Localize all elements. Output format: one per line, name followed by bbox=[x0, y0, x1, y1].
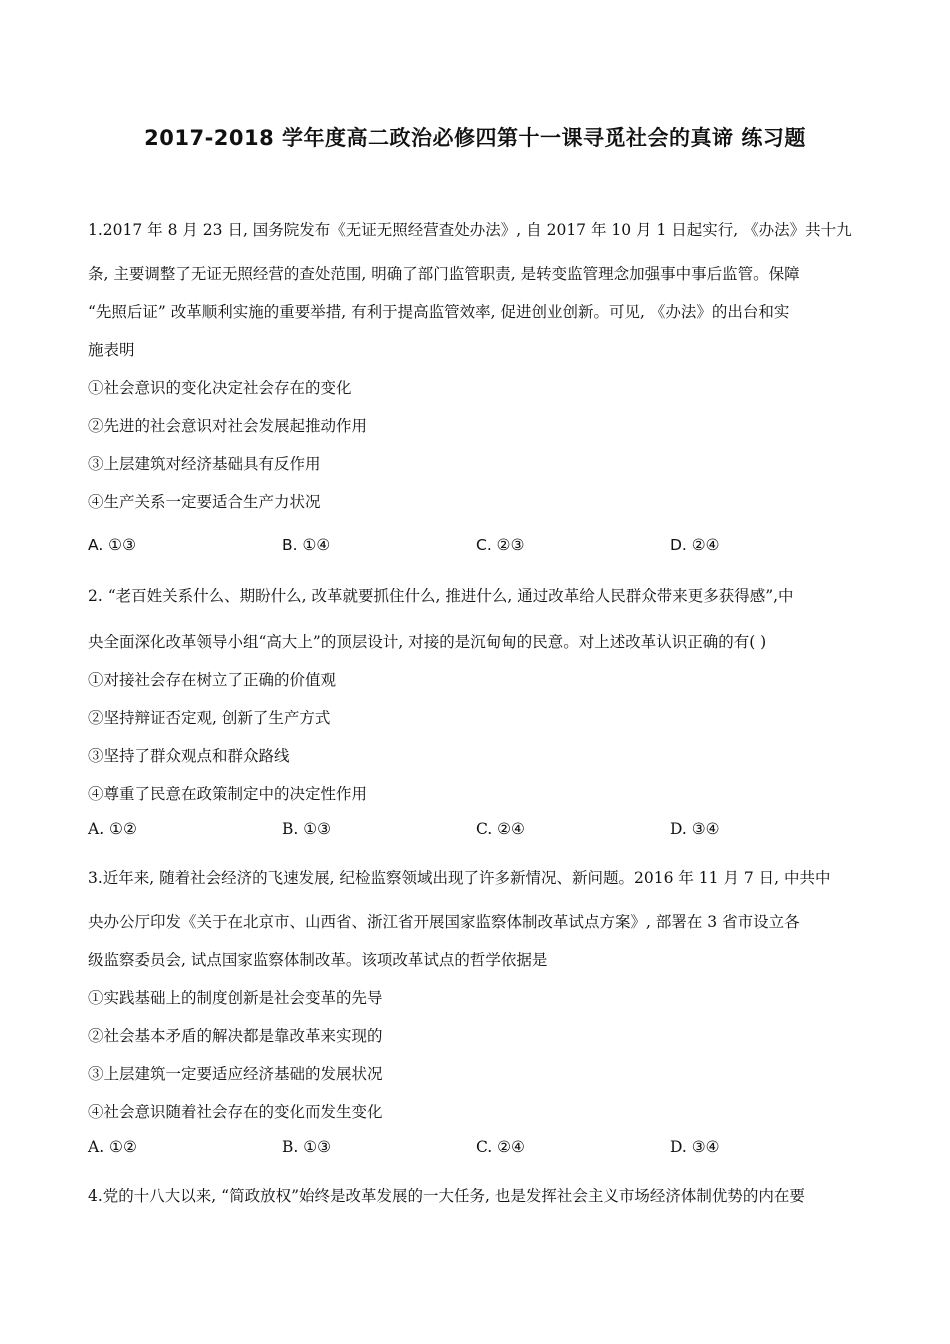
question-2-option-c: C. ②④ bbox=[476, 820, 525, 838]
question-3-line-3: 级监察委员会, 试点国家监察体制改革。该项改革试点的哲学依据是 bbox=[88, 951, 548, 969]
question-3-option-b: B. ①③ bbox=[282, 1138, 332, 1156]
question-1-option-a: A. ①③ bbox=[88, 536, 136, 554]
page-title: 2017-2018 学年度高二政治必修四第十一课寻觅社会的真谛 练习题 bbox=[144, 126, 806, 150]
question-2-option-d: D. ③④ bbox=[670, 820, 720, 838]
question-1-line-4: 施表明 bbox=[88, 341, 135, 359]
question-1-option-c: C. ②③ bbox=[476, 536, 525, 554]
question-2-line-2: 央全面深化改革领导小组“高大上”的顶层设计, 对接的是沉甸甸的民意。对上述改革认识正确的有( ) bbox=[88, 633, 767, 651]
question-1-line-3: “先照后证” 改革顺利实施的重要举措, 有利于提高监管效率, 促进创业创新。可见, 《办法》的出台和实 bbox=[88, 303, 790, 321]
question-2-item-4: ④尊重了民意在政策制定中的决定性作用 bbox=[88, 785, 368, 803]
question-1-item-4: ④生产关系一定要适合生产力状况 bbox=[88, 493, 321, 511]
question-1-line-1: 1.2017 年 8 月 23 日, 国务院发布《无证无照经营查处办法》, 自 2017 年 10 月 1 日起实行, 《办法》共十九 bbox=[88, 221, 852, 239]
question-3-line-2: 央办公厅印发《关于在北京市、山西省、浙江省开展国家监察体制改革试点方案》, 部署在 3 省市设立各 bbox=[88, 913, 800, 931]
question-3-line-1: 3.近年来, 随着社会经济的飞速发展, 纪检监察领域出现了许多新情况、新问题。2016 年 11 月 7 日, 中共中 bbox=[88, 869, 831, 887]
question-3-item-1: ①实践基础上的制度创新是社会变革的先导 bbox=[88, 989, 383, 1007]
question-3-option-d: D. ③④ bbox=[670, 1138, 720, 1156]
question-2-option-a: A. ①② bbox=[88, 820, 137, 838]
question-1-option-d: D. ②④ bbox=[670, 536, 720, 554]
question-2-item-2: ②坚持辩证否定观, 创新了生产方式 bbox=[88, 709, 331, 727]
question-3-item-2: ②社会基本矛盾的解决都是靠改革来实现的 bbox=[88, 1027, 383, 1045]
question-3-option-a: A. ①② bbox=[88, 1138, 137, 1156]
question-1-item-2: ②先进的社会意识对社会发展起推动作用 bbox=[88, 417, 368, 435]
question-3-item-4: ④社会意识随着社会存在的变化而发生变化 bbox=[88, 1103, 383, 1121]
question-3-option-c: C. ②④ bbox=[476, 1138, 525, 1156]
question-1-item-3: ③上层建筑对经济基础具有反作用 bbox=[88, 455, 321, 473]
question-2-line-1: 2. “老百姓关系什么、期盼什么, 改革就要抓住什么, 推进什么, 通过改革给人民群众带来更多获得感”,中 bbox=[88, 587, 794, 605]
question-1-line-2: 条, 主要调整了无证无照经营的查处范围, 明确了部门监管职责, 是转变监管理念加强事中事后监管。保障 bbox=[88, 265, 800, 283]
question-1-item-1: ①社会意识的变化决定社会存在的变化 bbox=[88, 379, 352, 397]
question-4-line-1: 4.党的十八大以来, “简政放权”始终是改革发展的一大任务, 也是发挥社会主义市场经济体制优势的内在要 bbox=[88, 1187, 805, 1205]
question-2-option-b: B. ①③ bbox=[282, 820, 332, 838]
question-2-item-3: ③坚持了群众观点和群众路线 bbox=[88, 747, 290, 765]
question-1-option-b: B. ①④ bbox=[282, 536, 331, 554]
question-3-item-3: ③上层建筑一定要适应经济基础的发展状况 bbox=[88, 1065, 383, 1083]
question-2-item-1: ①对接社会存在树立了正确的价值观 bbox=[88, 671, 337, 689]
